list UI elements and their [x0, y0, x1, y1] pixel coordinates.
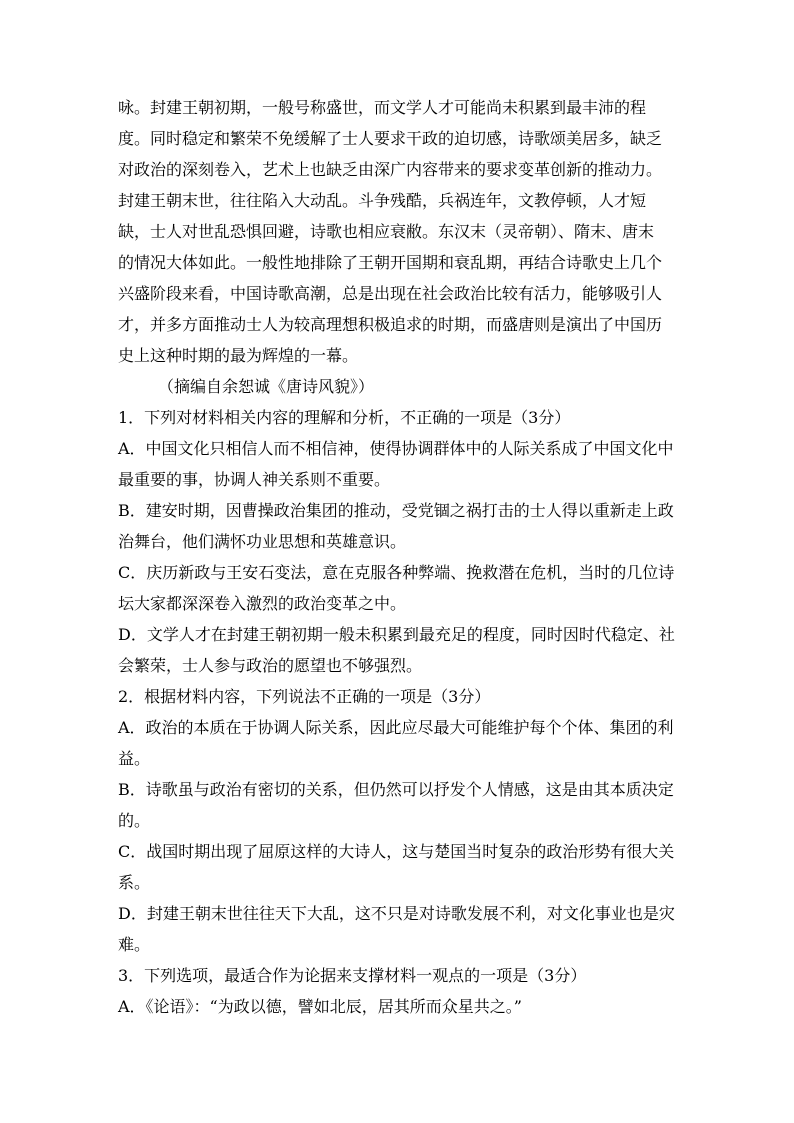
- question-1-option-b: B．建安时期，因曹操政治集团的推动，受党锢之祸打击的士人得以重新走上政: [118, 501, 674, 520]
- question-2-option-c: C．战国时期出现了屈原这样的大诗人，这与楚国当时复杂的政治形势有很大关: [118, 842, 675, 861]
- text-line: 封建王朝末世，往往陷入大动乱。斗争残酷，兵祸连年，文教停顿，人才短: [118, 191, 647, 210]
- text-line: 兴盛阶段来看，中国诗歌高潮，总是出现在社会政治比较有活力，能够吸引人: [118, 284, 663, 303]
- question-1-option-a-cont: 最重要的事，协调人神关系则不重要。: [118, 470, 391, 489]
- question-1-option-b-cont: 治舞台，他们满怀功业思想和英雄意识。: [118, 532, 407, 551]
- question-3-option-a: A．《论语》：“为政以德，譬如北辰，居其所而众星共之。”: [118, 997, 522, 1016]
- question-1-option-d-cont: 会繁荣，士人参与政治的愿望也不够强烈。: [118, 656, 423, 675]
- text-line: 对政治的深刻卷入，艺术上也缺乏由深广内容带来的要求变革创新的推动力。: [118, 160, 663, 179]
- question-2-option-d: D．封建王朝末世往往天下大乱，这不只是对诗歌发展不利，对文化事业也是灾: [118, 904, 675, 923]
- question-2-option-a: A．政治的本质在于协调人际关系，因此应尽最大可能维护每个个体、集团的利: [118, 718, 674, 737]
- question-2-option-c-cont: 系。: [118, 873, 151, 892]
- question-2-option-d-cont: 难。: [118, 935, 151, 954]
- question-2-option-b: B．诗歌虽与政治有密切的关系，但仍然可以抒发个人情感，这是由其本质决定: [118, 780, 674, 799]
- question-3-stem: 3．下列选项，最适合作为论据来支撑材料一观点的一项是（3分）: [118, 966, 587, 985]
- text-line: 史上这种时期的最为辉煌的一幕。: [118, 346, 359, 365]
- question-1-stem: 1．下列对材料相关内容的理解和分析，不正确的一项是（3分）: [118, 408, 571, 427]
- text-line: 才，并多方面推动士人为较高理想积极追求的时期，而盛唐则是演出了中国历: [118, 315, 663, 334]
- text-line: 的情况大体如此。一般性地排除了王朝开国期和衰乱期，再结合诗歌史上几个: [118, 253, 663, 272]
- text-line: 度。同时稳定和繁荣不免缓解了士人要求干政的迫切感，诗歌颂美居多，缺乏: [118, 129, 663, 148]
- text-line: 缺，士人对世乱恐惧回避，诗歌也相应衰敝。东汉末（灵帝朝）、隋末、唐末: [118, 222, 655, 241]
- question-2-option-b-cont: 的。: [118, 811, 151, 830]
- question-1-option-d: D．文学人才在封建王朝初期一般未积累到最充足的程度，同时因时代稳定、社: [118, 625, 675, 644]
- question-1-option-c: C．庆历新政与王安石变法，意在克服各种弊端、挽救潜在危机，当时的几位诗: [118, 563, 675, 582]
- question-1-option-c-cont: 坛大家都深深卷入激烈的政治变革之中。: [118, 594, 407, 613]
- question-2-option-a-cont: 益。: [118, 749, 151, 768]
- question-2-stem: 2．根据材料内容，下列说法不正确的一项是（3分）: [118, 687, 491, 706]
- source-citation: （摘编自余恕诚《唐诗风貌》）: [158, 377, 375, 396]
- question-1-option-a: A．中国文化只相信人而不相信神，使得协调群体中的人际关系成了中国文化中: [118, 439, 674, 458]
- document-page: [118, 92, 678, 1022]
- text-line: 咏。封建王朝初期，一般号称盛世，而文学人才可能尚未积累到最丰沛的程: [118, 98, 647, 117]
